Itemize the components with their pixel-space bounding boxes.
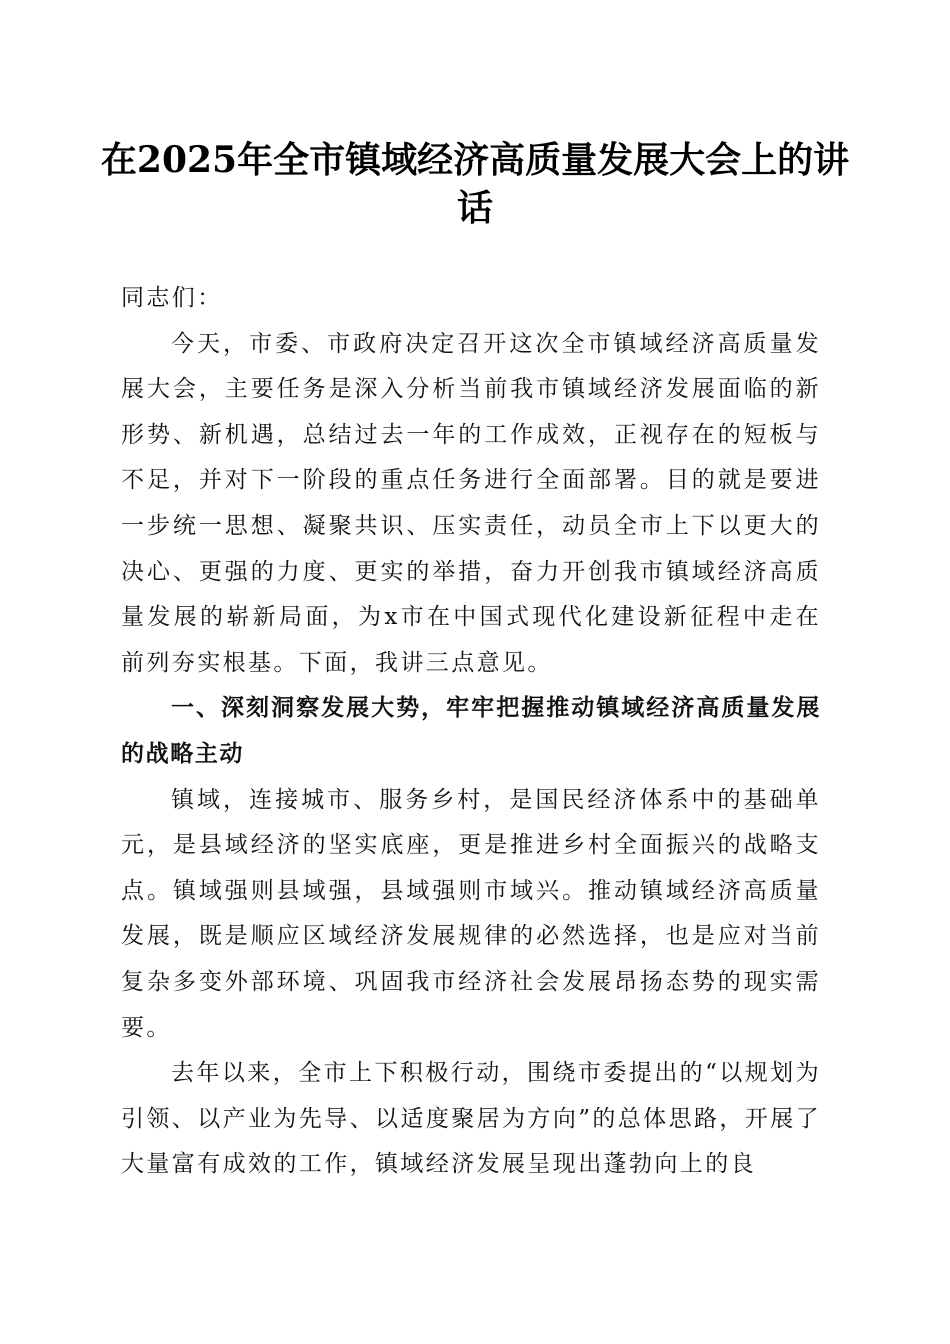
document-title: 在2025年全市镇域经济高质量发展大会上的讲话: [100, 139, 850, 229]
body-paragraph: 今天，市委、市政府决定召开这次全市镇域经济高质量发展大会，主要任务是深入分析当前我市镇域经济发展面临的新形势、新机遇，总结过去一年的工作成效，正视存在的短板与不足，并对下一阶段的重点任务进行全面部署。目的就是要进一步统一思想、凝聚共识、压实责任，动员全市上下以更大的决心、更强的力度、更实的举措，奋力开创我市镇域经济高质量发展的崭新局面，为x市在中国式现代化建设新征程中走在前列夯实根基。下面，我讲三点意见。: [121, 330, 821, 676]
salutation: 同志们：: [121, 285, 223, 311]
document-body: [121, 276, 821, 1188]
body-paragraph: 去年以来，全市上下积极行动，围绕市委提出的“以规划为引领、以产业为先导、以适度聚居为方向”的总体思路，开展了大量富有成效的工作，镇域经济发展呈现出蓬勃向上的良: [121, 1060, 821, 1178]
section-heading: 一、深刻洞察发展大势，牢牢把握推动镇域经济高质量发展的战略主动: [121, 695, 821, 767]
body-paragraph: 镇域，连接城市、服务乡村，是国民经济体系中的基础单元，是县域经济的坚实底座，更是推进乡村全面振兴的战略支点。镇域强则县域强，县域强则市域兴。推动镇域经济高质量发展，既是顺应区域经济发展规律的必然选择，也是应对当前复杂多变外部环境、巩固我市经济社会发展昂扬态势的现实需要。: [121, 786, 821, 1041]
